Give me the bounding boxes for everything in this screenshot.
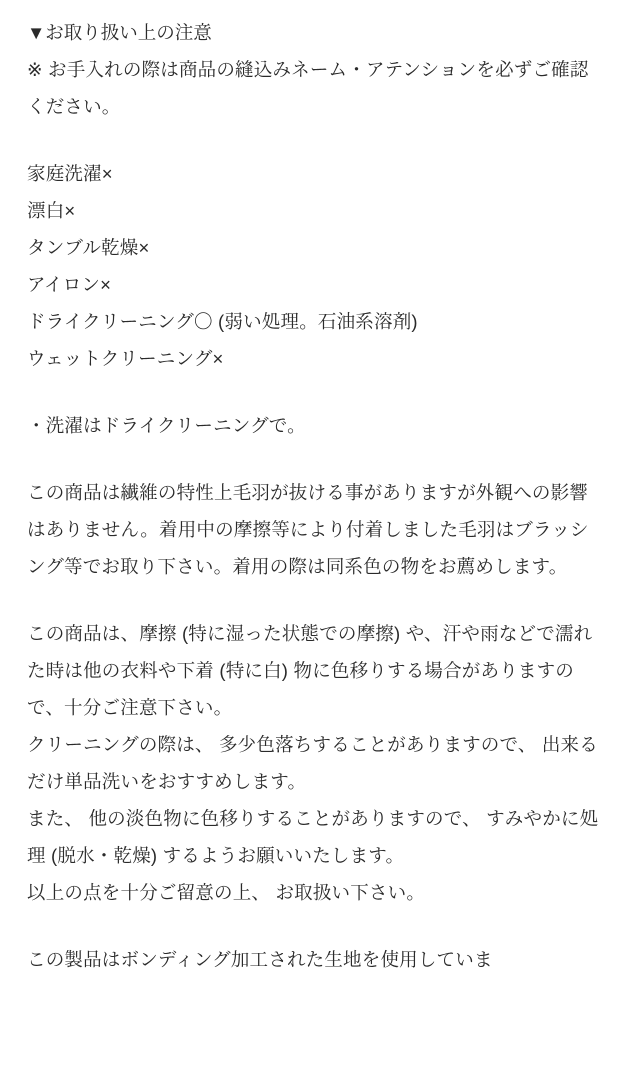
spacer — [27, 377, 605, 407]
care-symbol-item: ウェットクリーニング× — [27, 348, 224, 369]
paragraph-closing: 以上の点を十分ご留意の上、 お取扱い下さい。 — [27, 882, 426, 903]
paragraph-pale-colors: また、 他の淡色物に色移りすることがありますので、 すみやかに処理 (脱水・乾燥) するようお願いいたします。 — [27, 808, 599, 866]
care-symbol-item: 家庭洗濯× — [27, 163, 113, 184]
paragraph-color-transfer: この商品は、摩擦 (特に湿った状態での摩擦) や、汗や雨などで濡れた時は他の衣料や下着 (特に白) 物に色移りする場合がありますので、十分ご注意下さい。 — [27, 623, 593, 718]
care-symbol-item: タンブル乾燥× — [27, 237, 150, 258]
wash-note: ・洗濯はドライクリーニングで。 — [27, 415, 306, 436]
section-heading: ▼お取り扱い上の注意 — [27, 22, 212, 43]
care-symbol-item: 漂白× — [27, 200, 76, 221]
spacer — [27, 444, 605, 474]
paragraph-fuzz: この商品は繊維の特性上毛羽が抜ける事がありますが外観への影響はありません。着用中の摩擦等により付着しました毛羽はブラッシング等でお取り下さい。着用の際は同系色の物をお薦めします。 — [27, 482, 589, 577]
paragraph-bonding: この製品はボンディング加工された生地を使用していま — [27, 949, 493, 970]
care-symbol-item: ドライクリーニング〇 (弱い処理。石油系溶剤) — [27, 311, 418, 332]
care-symbol-item: アイロン× — [27, 274, 112, 295]
spacer — [27, 585, 605, 615]
spacer — [27, 125, 605, 155]
care-note: ※ お手入れの際は商品の縫込みネーム・アテンションを必ずご確認ください。 — [27, 59, 589, 117]
paragraph-cleaning: クリーニングの際は、 多少色落ちすることがありますので、 出来るだけ単品洗いをおすすめします。 — [27, 734, 598, 792]
care-symbol-list — [27, 155, 605, 377]
spacer — [27, 911, 605, 941]
